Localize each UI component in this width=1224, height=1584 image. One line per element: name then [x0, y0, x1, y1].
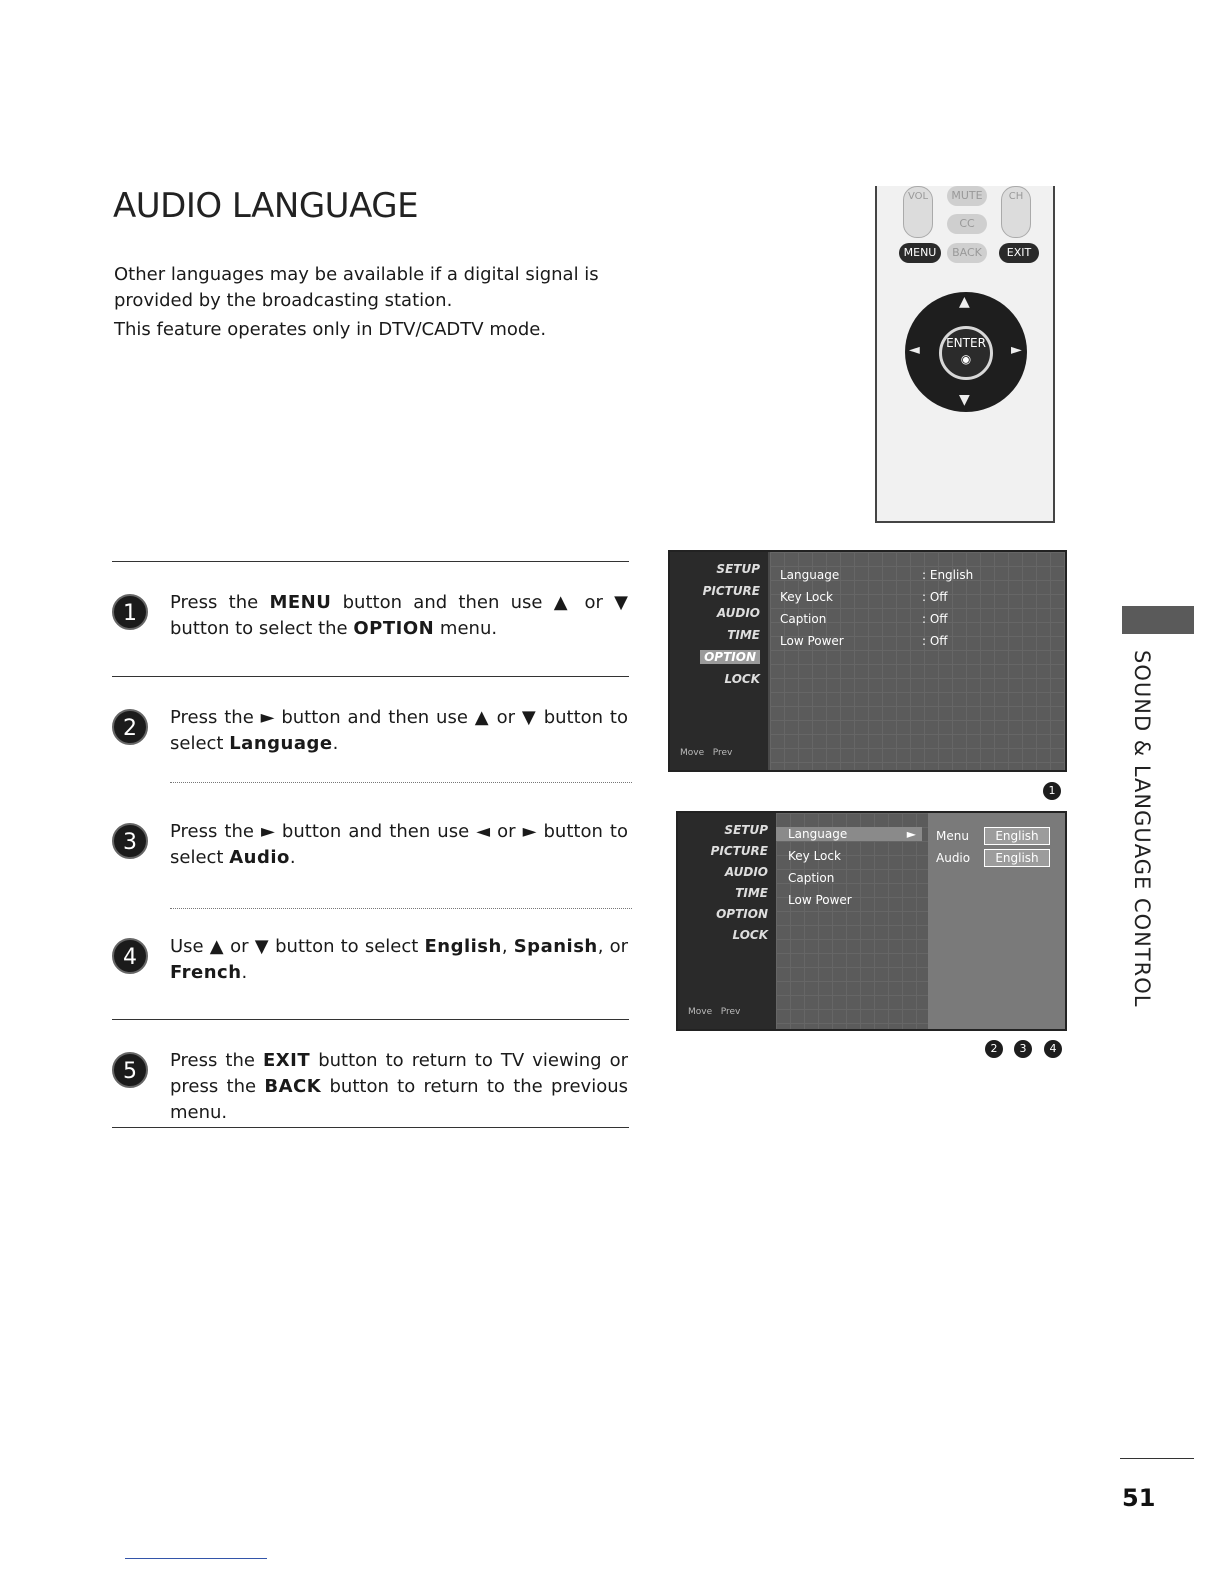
divider — [112, 561, 629, 562]
row-key-lock: Key Lock — [780, 590, 833, 604]
menu-time: TIME — [735, 886, 768, 900]
enter-button: ENTER ◉ — [939, 326, 993, 380]
step-text: Use ▲ or ▼ button to select English, Spanish, or French. — [170, 936, 629, 983]
submenu-menu-value: English — [984, 827, 1050, 845]
back-button: BACK — [947, 243, 987, 263]
tv-menu-option-screen — [668, 550, 1067, 772]
step-number: 3 — [112, 823, 148, 859]
menu-button: MENU — [899, 243, 941, 263]
dpad — [905, 292, 1027, 412]
tv-menu-sidebar — [678, 813, 776, 1029]
section-tab-block — [1122, 606, 1194, 634]
section-tab-label: SOUND & LANGUAGE CONTROL — [1130, 650, 1154, 1008]
row-low-power: Low Power — [780, 634, 844, 648]
divider — [112, 1127, 629, 1128]
tv-menu-footer: Move Prev — [688, 1007, 741, 1017]
step-text: Press the ► button and then use ◄ or ► button to select Audio. — [170, 821, 628, 868]
intro-line-1: Other languages may be available if a digital signal is provided by the broadcasting station. — [114, 264, 599, 311]
step-text: Press the EXIT button to return to TV viewing or press the BACK button to return to the previous menu. — [170, 1050, 628, 1123]
step-4 — [112, 934, 632, 994]
remote-control-illustration — [875, 186, 1055, 523]
language-submenu — [928, 813, 1065, 1029]
value-low-power: : Off — [922, 634, 948, 648]
menu-setup: SETUP — [724, 823, 768, 837]
step-5 — [112, 1048, 632, 1123]
tv-menu-sidebar — [670, 552, 768, 770]
right-arrow-icon: ► — [1011, 342, 1022, 358]
menu-setup: SETUP — [716, 562, 760, 576]
page-title: AUDIO LANGUAGE — [113, 186, 419, 226]
dotted-divider — [170, 908, 632, 909]
right-arrow-icon: ► — [906, 827, 916, 841]
exit-button: EXIT — [999, 243, 1039, 263]
callout-marker: 4 — [1044, 1040, 1062, 1058]
ch-rocker: CH — [1001, 186, 1031, 238]
menu-picture: PICTURE — [710, 844, 768, 858]
up-arrow-icon: ▲ — [959, 294, 970, 310]
step-text: Press the MENU button and then use ▲ or ▼ button to select the OPTION menu. — [170, 592, 628, 639]
value-language: : English — [922, 568, 974, 582]
row-caption: Caption — [780, 612, 827, 626]
left-arrow-icon: ◄ — [909, 342, 920, 358]
divider — [112, 1019, 629, 1020]
menu-option-selected: OPTION — [700, 650, 760, 664]
row-caption: Caption — [788, 871, 835, 885]
submenu-menu-label: Menu — [936, 829, 969, 843]
callout-marker: 3 — [1014, 1040, 1032, 1058]
menu-time: TIME — [727, 628, 760, 642]
intro-text — [114, 262, 634, 343]
down-arrow-icon: ▼ — [959, 392, 970, 408]
step-2 — [112, 705, 632, 765]
step-number: 2 — [112, 709, 148, 745]
menu-picture: PICTURE — [702, 584, 760, 598]
menu-lock: LOCK — [724, 672, 760, 686]
step-number: 5 — [112, 1052, 148, 1088]
tv-option-panel — [776, 813, 928, 1029]
row-language-selected: Language ► — [776, 827, 922, 841]
page-number-rule — [1120, 1458, 1194, 1459]
footer-rule — [125, 1558, 267, 1559]
row-low-power: Low Power — [788, 893, 852, 907]
row-key-lock: Key Lock — [788, 849, 841, 863]
dotted-divider — [170, 782, 632, 783]
enter-dot-icon: ◉ — [960, 352, 972, 366]
value-caption: : Off — [922, 612, 948, 626]
intro-line-2: This feature operates only in DTV/CADTV mode. — [114, 319, 547, 340]
callout-marker: 1 — [1043, 782, 1061, 800]
step-3 — [112, 819, 632, 879]
step-number: 4 — [112, 938, 148, 974]
tv-option-panel — [770, 552, 1065, 770]
menu-option: OPTION — [716, 907, 768, 921]
submenu-audio-label: Audio — [936, 851, 971, 865]
menu-audio: AUDIO — [724, 865, 768, 879]
menu-lock: LOCK — [732, 928, 768, 942]
tv-menu-language-screen — [676, 811, 1067, 1031]
step-1 — [112, 590, 632, 650]
menu-audio: AUDIO — [716, 606, 760, 620]
tv-menu-footer: Move Prev — [680, 748, 733, 758]
page-number: 51 — [1122, 1484, 1156, 1512]
divider — [112, 676, 629, 677]
callout-marker: 2 — [985, 1040, 1003, 1058]
row-language: Language — [780, 568, 840, 582]
step-text: Press the ► button and then use ▲ or ▼ button to select Language. — [170, 707, 628, 754]
step-number: 1 — [112, 594, 148, 630]
vol-rocker: VOL — [903, 186, 933, 238]
value-key-lock: : Off — [922, 590, 948, 604]
mute-button: MUTE — [947, 186, 987, 206]
cc-button: CC — [947, 214, 987, 234]
submenu-audio-value: English — [984, 849, 1050, 867]
